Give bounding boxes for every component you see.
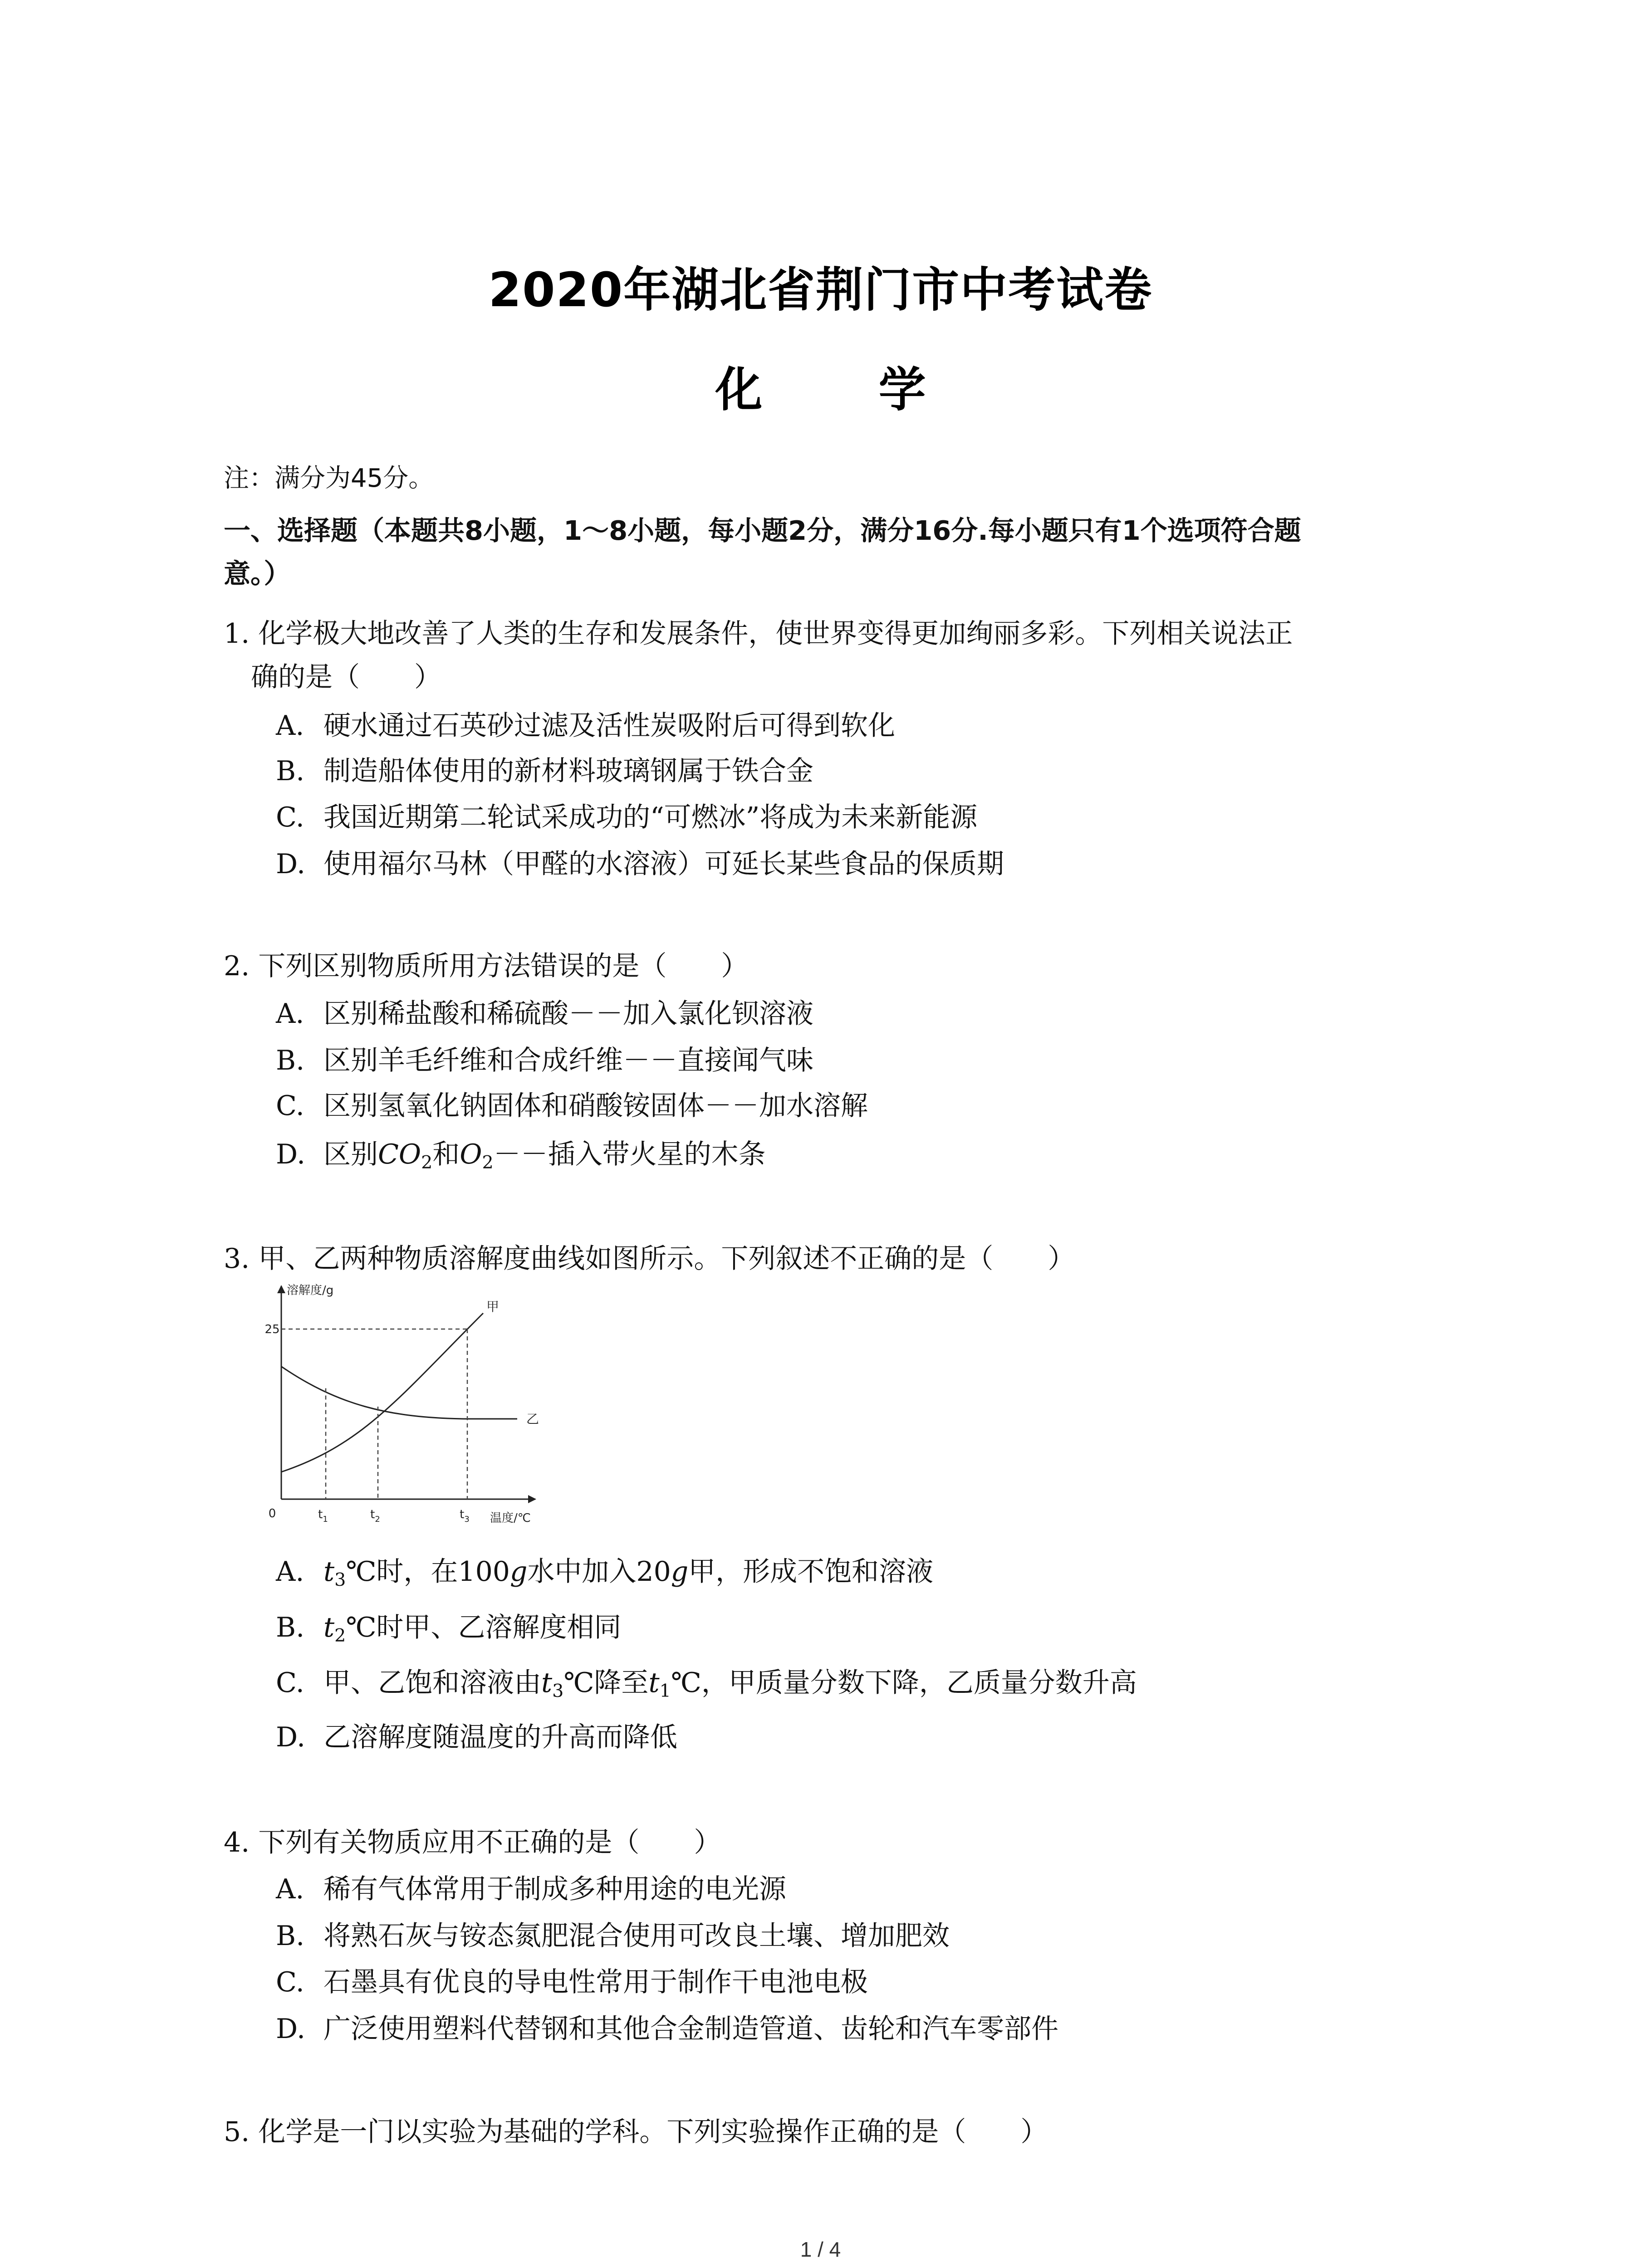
option-text-pre: 区别 <box>323 1139 378 1170</box>
var-t-subscript: 3 <box>552 1681 564 1702</box>
q3-option-c <box>276 1665 1137 1701</box>
option-text-post: －－插入带火星的木条 <box>493 1139 766 1170</box>
q1-option-d <box>276 846 1004 882</box>
option-label: D. <box>276 1721 306 1753</box>
q1-option-c <box>276 799 977 836</box>
option-text: 稀有气体常用于制成多种用途的电光源 <box>323 1873 786 1905</box>
option-label: D. <box>276 848 306 880</box>
q4-option-a <box>276 1871 786 1907</box>
y-tick-label: 25 <box>265 1323 280 1336</box>
score-note: 注：满分为45分。 <box>224 464 434 493</box>
var-t: t <box>541 1667 553 1699</box>
option-text: 甲、乙饱和溶液由 <box>323 1667 541 1699</box>
q3-option-d <box>276 1719 677 1755</box>
question-1-stem: 1. 化学极大地改善了人类的生存和发展条件，使世界变得更加绚丽多彩。下列相关说法正 <box>224 618 1293 650</box>
number-20: 20 <box>636 1556 671 1588</box>
option-label: B. <box>276 1612 305 1643</box>
q2-option-d <box>276 1136 766 1173</box>
x-tick-subscript: 1 <box>323 1515 328 1524</box>
formula-o: O <box>460 1139 482 1170</box>
option-text: 广泛使用塑料代替钢和其他合金制造管道、齿轮和汽车零部件 <box>323 2013 1058 2045</box>
unit-g: g <box>509 1556 528 1588</box>
option-text: 将熟石灰与铵态氮肥混合使用可改良土壤、增加肥效 <box>323 1920 950 1952</box>
q2-option-b <box>276 1042 813 1079</box>
formula-co-subscript: 2 <box>421 1152 433 1173</box>
x-tick-label: $t_1$ <box>318 1508 328 1524</box>
option-text: 硬水通过石英砂过滤及活性炭吸附后可得到软化 <box>323 710 895 742</box>
question-5-stem: 5. 化学是一门以实验为基础的学科。下列实验操作正确的是（ ） <box>224 2116 1048 2148</box>
q3-option-b <box>276 1609 621 1646</box>
question-4-stem: 4. 下列有关物质应用不正确的是（ ） <box>224 1827 721 1858</box>
q2-option-c <box>276 1088 868 1124</box>
option-label: A. <box>276 998 304 1030</box>
unit-g: g <box>671 1556 689 1588</box>
solubility-chart <box>254 1277 581 1531</box>
section-heading-cont: 意。） <box>224 558 291 589</box>
option-label: D. <box>276 2013 306 2045</box>
question-3-stem: 3. 甲、乙两种物质溶解度曲线如图所示。下列叙述不正确的是（ ） <box>224 1243 1075 1275</box>
option-label: C. <box>276 1667 304 1699</box>
q1-option-b <box>276 753 813 789</box>
var-t-subscript: 2 <box>334 1625 346 1647</box>
document-title: 2020年湖北省荆门市中考试卷 <box>488 262 1153 318</box>
q4-option-d <box>276 2011 1058 2047</box>
origin-label: 0 <box>268 1507 276 1520</box>
x-tick-label: $t_2$ <box>370 1508 380 1524</box>
option-label: B. <box>276 755 305 787</box>
y-axis-arrow <box>277 1285 285 1293</box>
var-t-subscript: 1 <box>659 1681 671 1702</box>
series-label-yi: 乙 <box>526 1412 539 1427</box>
x-tick-subscript: 3 <box>464 1515 470 1524</box>
option-text: 水中加入 <box>527 1556 637 1588</box>
q4-option-c <box>276 1964 868 2000</box>
option-label: C. <box>276 802 304 833</box>
question-2-stem: 2. 下列区别物质所用方法错误的是（ ） <box>224 950 749 982</box>
option-text: ℃时，在 <box>346 1556 458 1588</box>
x-tick-label: $t_3$ <box>460 1508 470 1524</box>
option-label: A. <box>276 710 304 742</box>
q3-option-a <box>276 1554 933 1590</box>
question-1-stem-cont: 确的是（ ） <box>251 661 441 693</box>
x-axis-arrow <box>528 1495 536 1503</box>
x-tick-subscript: 2 <box>375 1515 380 1524</box>
option-text: 区别稀盐酸和稀硫酸－－加入氯化钡溶液 <box>323 998 813 1030</box>
series-label-jia: 甲 <box>486 1299 500 1314</box>
series-jia-line <box>281 1313 483 1472</box>
var-t: t <box>323 1556 335 1588</box>
option-text: 我国近期第二轮试采成功的“可燃冰”将成为未来新能源 <box>323 802 978 833</box>
subject-title: 化 学 <box>715 362 976 417</box>
q1-option-a <box>276 708 895 744</box>
page-number: 1 / 4 <box>800 2238 841 2261</box>
option-text-mid: 和 <box>432 1139 460 1170</box>
option-text: 乙溶解度随温度的升高而降低 <box>323 1721 677 1753</box>
option-text: 使用福尔马林（甲醛的水溶液）可延长某些食品的保质期 <box>323 848 1004 880</box>
option-label: B. <box>276 1045 305 1076</box>
option-text: 甲，形成不饱和溶液 <box>688 1556 934 1588</box>
option-label: A. <box>276 1556 304 1588</box>
option-text: ℃时甲、乙溶解度相同 <box>346 1612 622 1643</box>
y-axis-label: 溶解度/g <box>287 1284 334 1297</box>
var-t-subscript: 3 <box>334 1569 346 1591</box>
option-text: ℃，甲质量分数下降，乙质量分数升高 <box>671 1667 1137 1699</box>
option-label: C. <box>276 1090 304 1122</box>
q2-option-a <box>276 996 813 1032</box>
series-yi-line <box>281 1367 517 1419</box>
option-text: 制造船体使用的新材料玻璃钢属于铁合金 <box>323 755 813 787</box>
x-axis-label: 温度/℃ <box>490 1511 531 1525</box>
option-text: ℃降至 <box>563 1667 649 1699</box>
option-label: C. <box>276 1966 304 1998</box>
option-text: 石墨具有优良的导电性常用于制作干电池电极 <box>323 1966 868 1998</box>
number-100: 100 <box>458 1556 510 1588</box>
option-label: D. <box>276 1139 306 1170</box>
section-heading: 一、选择题（本题共8小题，1～8小题，每小题2分，满分16分.每小题只有1个选项符合题 <box>224 515 1301 546</box>
formula-o-subscript: 2 <box>482 1152 494 1173</box>
option-text: 区别氢氧化钠固体和硝酸铵固体－－加水溶解 <box>323 1090 868 1122</box>
formula-co: CO <box>378 1139 421 1170</box>
option-label: A. <box>276 1873 304 1905</box>
var-t: t <box>648 1667 660 1699</box>
option-label: B. <box>276 1920 305 1952</box>
option-text: 区别羊毛纤维和合成纤维－－直接闻气味 <box>323 1045 813 1076</box>
var-t: t <box>323 1612 335 1643</box>
q4-option-b <box>276 1918 950 1954</box>
